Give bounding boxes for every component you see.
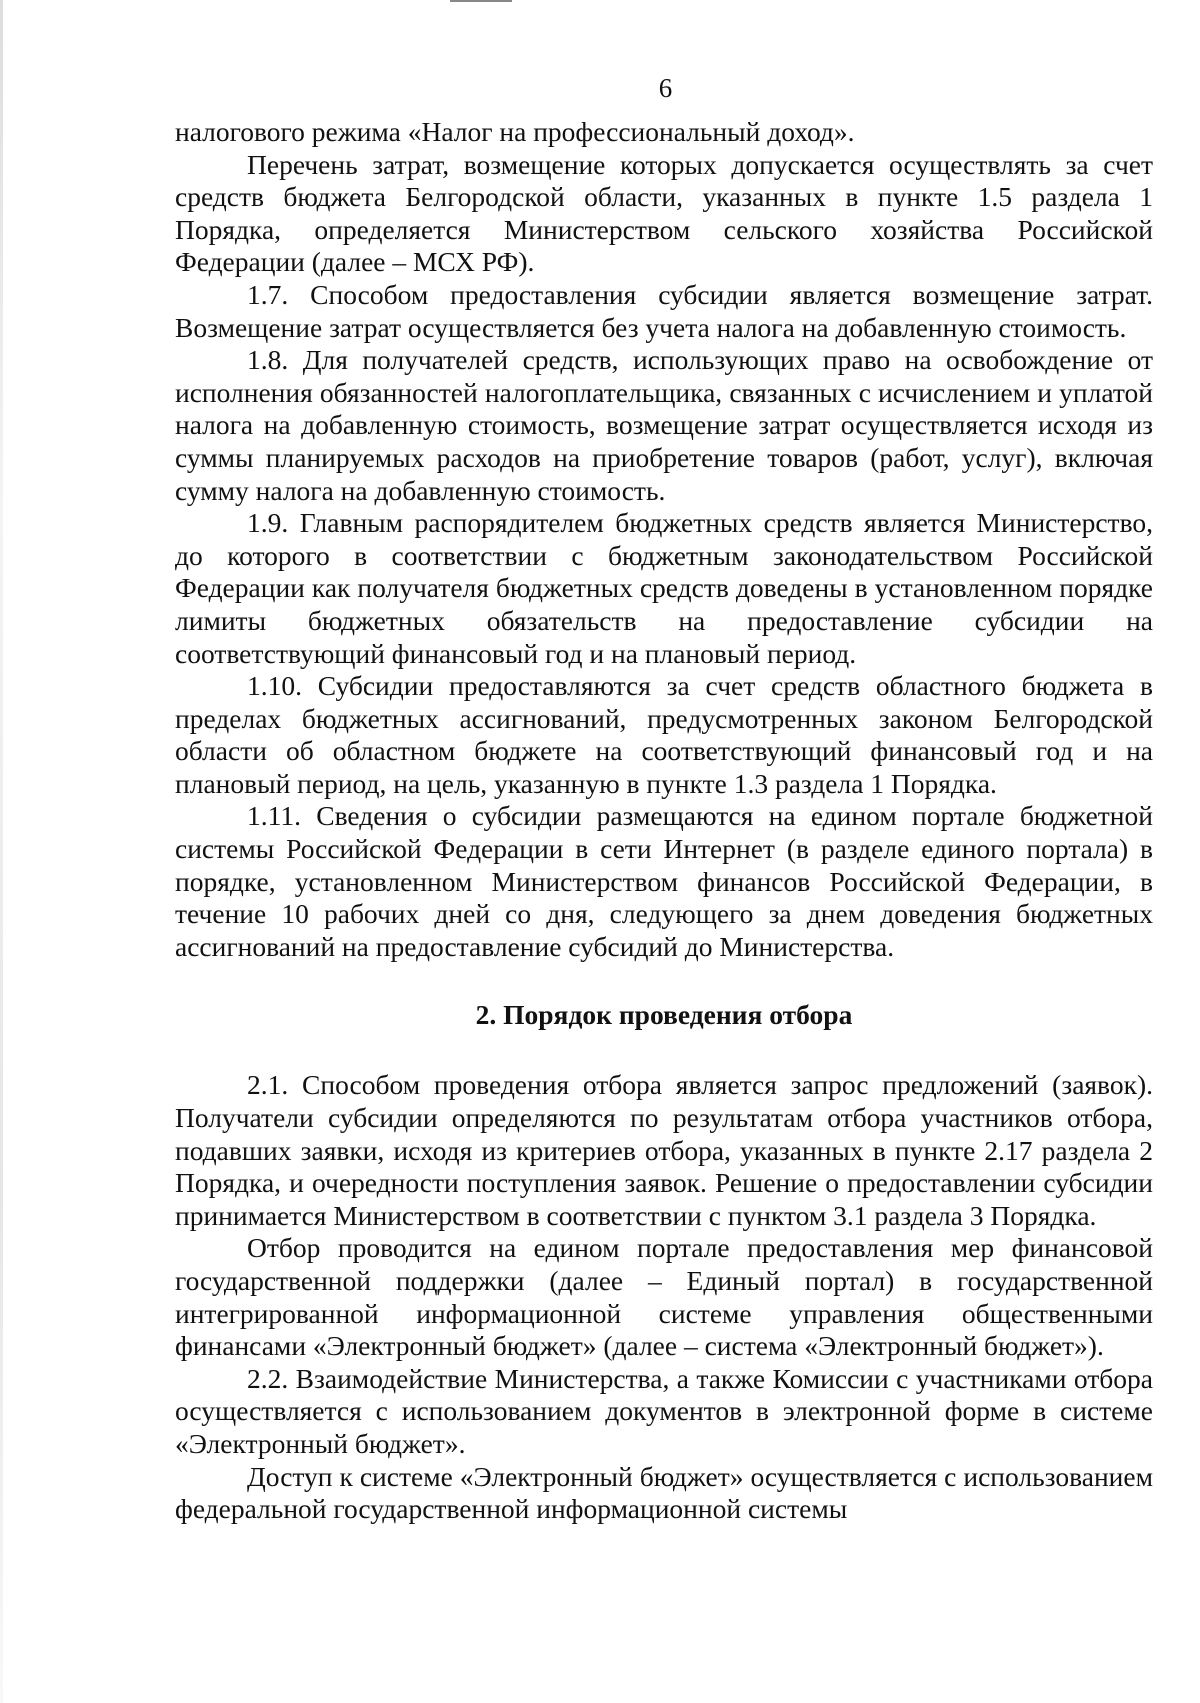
paragraph-1-9: 1.9. Главным распорядителем бюджетных средств является Министерство, до которого в соответствии с бюджетным законодательством Российской Федерации как получателя бюджетных средств доведены в установленном порядке лимиты бюджетных обязательств на предоставление субсидии на соответствующий финансовый год и на плановый период. xyxy=(175,507,1153,669)
paragraph-1-10: 1.10. Субсидии предоставляются за счет средств областного бюджета в пределах бюджетных ассигнований, предусмотренных законом Белгородской области об областном бюджете на соответствующий финансовый год и на плановый период, на цель, указанную в пункте 1.3 раздела 1 Порядка. xyxy=(175,670,1153,799)
document-body xyxy=(175,116,1153,1526)
paragraph: Отбор проводится на едином портале предоставления мер финансовой государственной поддержки (далее – Единый портал) в государственной интегрированной информационной системе управления общественными финансами «Электронный бюджет» (далее – система «Электронный бюджет»). xyxy=(175,1232,1153,1362)
scan-top-mark xyxy=(450,0,512,2)
paragraph: Перечень затрат, возмещение которых допускается осуществлять за счет средств бюджета Белгородской области, указанных в пункте 1.5 раздела 1 Порядка, определяется Министерством сельского хозяйства Российской Федерации (далее – МСХ РФ). xyxy=(175,148,1153,278)
paragraph-1-8: 1.8. Для получателей средств, использующих право на освобождение от исполнения обязанностей налогоплательщика, связанных с исчислением и уплатой налога на добавленную стоимость, возмещение затрат осуществляется исходя из суммы планируемых расходов на приобретение товаров (работ, услуг), включая сумму налога на добавленную стоимость. xyxy=(175,344,1153,506)
paragraph-2-1: 2.1. Способом проведения отбора является запрос предложений (заявок). Получатели субсидии определяются по результатам отбора участников отбора, подавших заявки, исходя из критериев отбора, указанных в пункте 2.17 раздела 2 Порядка, и очередности поступления заявок. Решение о предоставлении субсидии принимается Министерством в соответствии с пунктом 3.1 раздела 3 Порядка. xyxy=(175,1069,1153,1231)
page-number: 6 xyxy=(658,73,673,103)
paragraph: Доступ к системе «Электронный бюджет» осуществляется с использованием федеральной государственной информационной системы xyxy=(175,1460,1153,1525)
scan-edge-shadow xyxy=(0,0,3,1703)
paragraph: налогового режима «Налог на профессиональный доход». xyxy=(175,116,855,147)
paragraph-1-11: 1.11. Сведения о субсидии размещаются на едином портале бюджетной системы Российской Федерации в сети Интернет (в разделе единого портала) в порядке, установленном Министерством финансов Российской Федерации, в течение 10 рабочих дней со дня, следующего за днем доведения бюджетных ассигнований на предоставление субсидий до Министерства. xyxy=(175,800,1153,962)
paragraph-1-7: 1.7. Способом предоставления субсидии является возмещение затрат. Возмещение затрат осуществляется без учета налога на добавленную стоимость. xyxy=(175,278,1153,343)
paragraph-2-2: 2.2. Взаимодействие Министерства, а также Комиссии с участниками отбора осуществляется с использованием документов в электронной форме в системе «Электронный бюджет». xyxy=(175,1362,1153,1459)
section-heading: 2. Порядок проведения отбора xyxy=(475,999,853,1031)
